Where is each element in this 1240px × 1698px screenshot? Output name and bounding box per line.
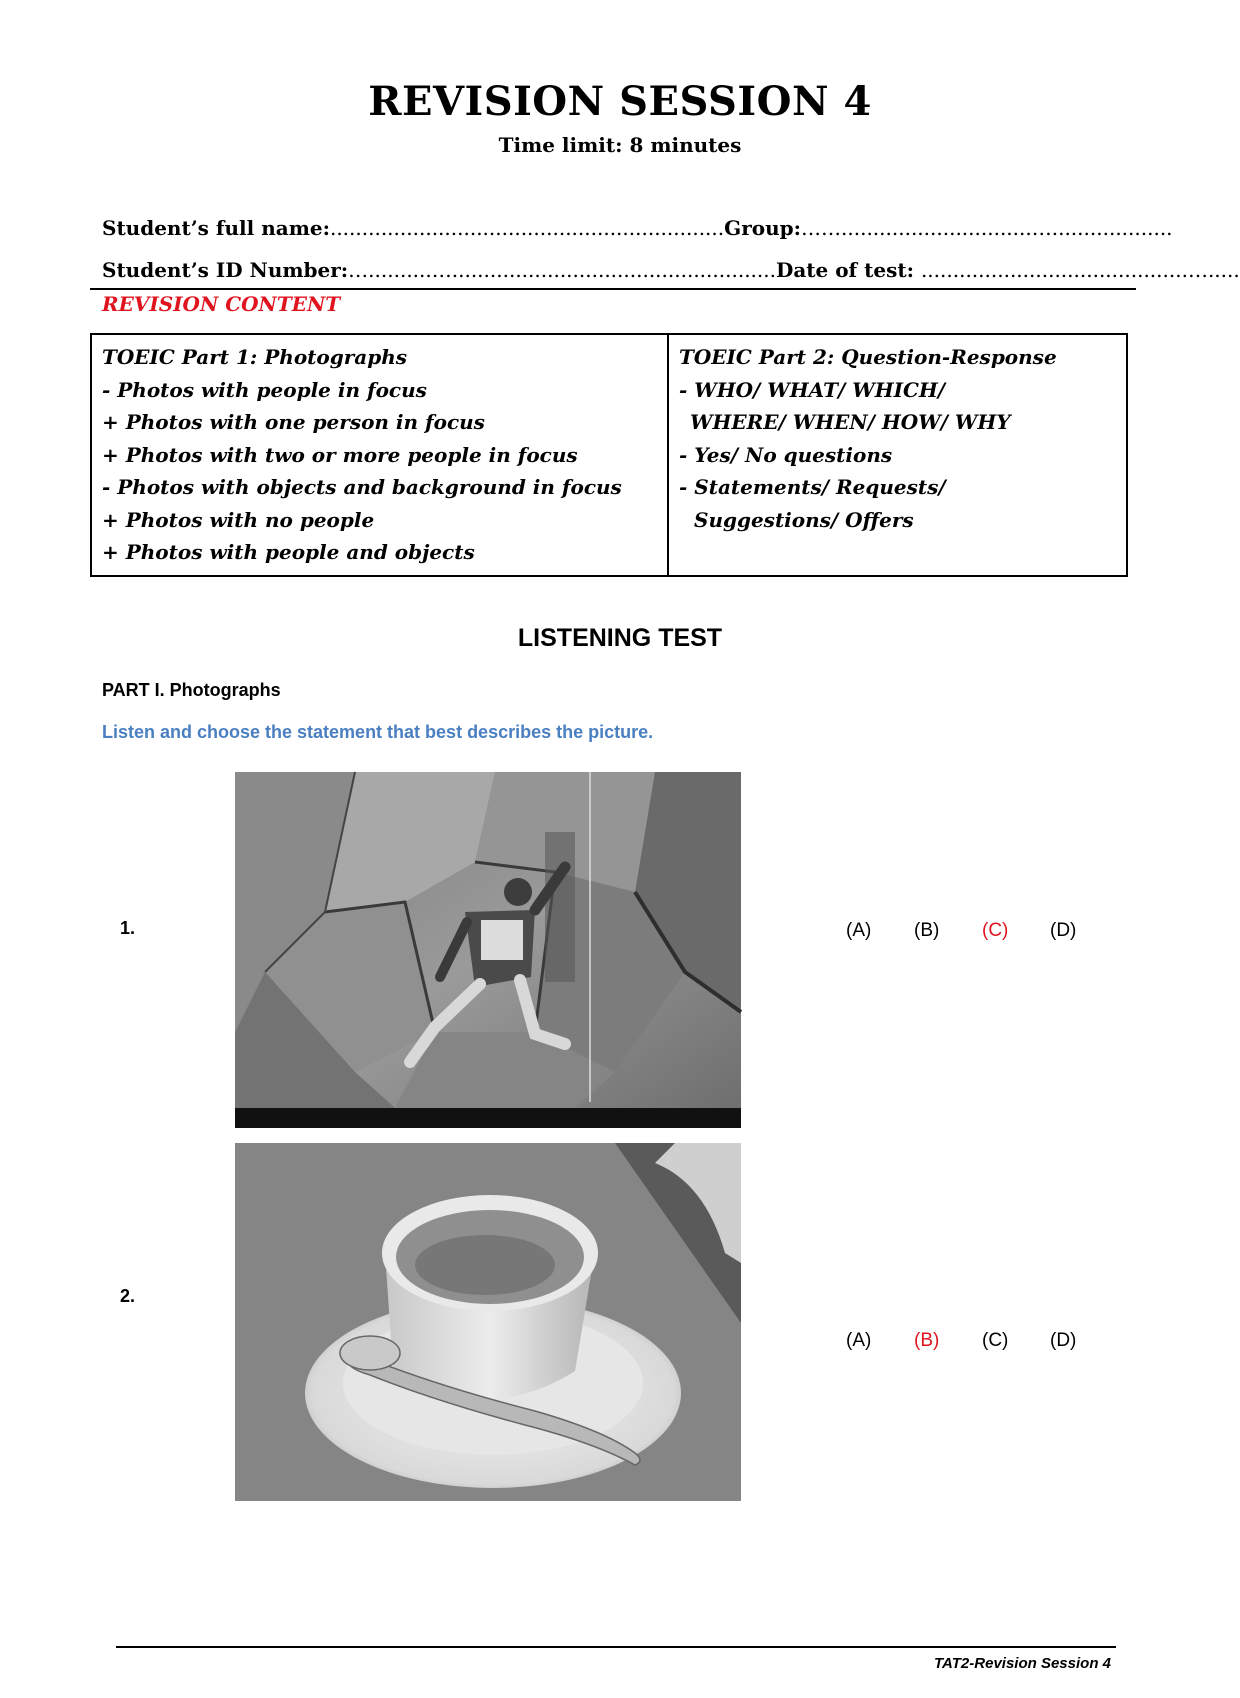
instruction-text: Listen and choose the statement that best describes the picture. <box>102 722 654 742</box>
part2-column <box>679 341 1057 536</box>
question-number-1: 1. <box>120 918 136 938</box>
time-limit: Time limit: 8 minutes <box>498 133 742 157</box>
option-d[interactable]: (D) <box>1050 920 1077 941</box>
option-b[interactable]: (B) <box>914 920 940 941</box>
option-c[interactable]: (C) <box>982 1330 1009 1351</box>
name-blank[interactable]: .............................................................. <box>329 216 725 240</box>
list-item: WHERE/ WHEN/ HOW/ WHY <box>690 410 1011 434</box>
part2-title: TOEIC Part 2: Question-Response <box>679 345 1057 369</box>
part-title: PART I. Photographs <box>102 680 281 700</box>
id-blank[interactable]: …..........…................................................... <box>348 258 776 282</box>
option-b-answer[interactable]: (B) <box>914 1330 940 1351</box>
empty-cup-saucer-photo <box>235 1143 741 1501</box>
cup-saucer-illustration <box>235 1143 741 1501</box>
date-blank[interactable]: ..........................................…..... <box>920 258 1240 282</box>
question-number-2: 2. <box>120 1286 136 1306</box>
page-title: REVISION SESSION 4 <box>368 78 872 125</box>
name-group-line <box>102 216 1173 240</box>
table-divider <box>667 335 669 575</box>
revision-content-table <box>90 333 1128 577</box>
list-item: - Photos with objects and background in focus <box>102 475 622 499</box>
option-a[interactable]: (A) <box>846 1330 872 1351</box>
option-a[interactable]: (A) <box>846 920 872 941</box>
list-item: Suggestions/ Offers <box>694 507 914 532</box>
id-date-line <box>102 258 1240 282</box>
part1-title: TOEIC Part 1: Photographs <box>102 345 408 369</box>
listening-test-heading: LISTENING TEST <box>517 624 723 652</box>
id-label: Student’s ID Number: <box>102 258 349 282</box>
header-rule <box>90 288 1136 290</box>
list-item: + Photos with no people <box>102 507 375 532</box>
revision-content-heading: REVISION CONTENT <box>102 292 341 316</box>
question-1-options <box>846 920 1086 944</box>
option-d[interactable]: (D) <box>1050 1330 1077 1351</box>
list-item: - WHO/ WHAT/ WHICH/ <box>679 377 946 402</box>
question-2-options <box>846 1330 1086 1354</box>
list-item: + Photos with people and objects <box>102 540 475 564</box>
option-c-answer[interactable]: (C) <box>982 920 1009 941</box>
list-item: - Statements/ Requests/ <box>679 475 946 499</box>
list-item: - Photos with people in focus <box>102 377 427 402</box>
footer-text: TAT2-Revision Session 4 <box>934 1655 1111 1672</box>
rock-climber-photo <box>235 772 741 1128</box>
name-label: Student’s full name: <box>102 216 330 240</box>
footer-rule <box>116 1646 1116 1648</box>
part1-column <box>102 341 622 569</box>
group-blank[interactable]: ……..............................…................... <box>801 216 1173 240</box>
group-label: Group: <box>724 216 802 240</box>
list-item: - Yes/ No questions <box>679 442 893 467</box>
list-item: + Photos with two or more people in focus <box>102 442 578 467</box>
list-item: + Photos with one person in focus <box>102 410 485 434</box>
rock-climber-illustration <box>235 772 741 1128</box>
date-label: Date of test: <box>775 258 921 282</box>
